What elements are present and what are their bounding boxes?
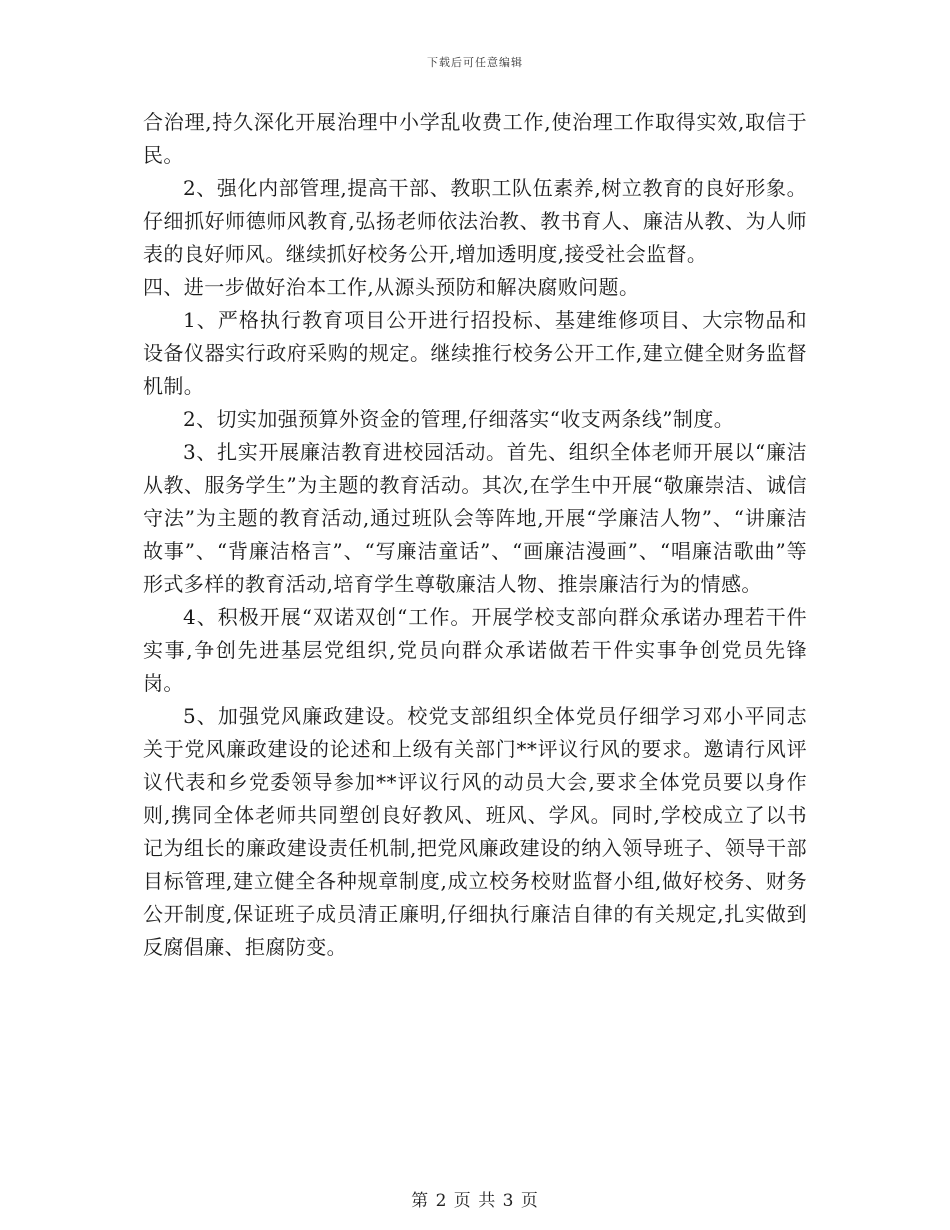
paragraph-item-3-education: 3、扎实开展廉洁教育进校园活动。首先、组织全体老师开展以“廉洁从教、服务学生”为主题的教育活动。其次,在学生中开展“敬廉崇洁、诚信守法”为主题的教育活动,通过班队会等阵地,开展“学廉洁人物”、“讲廉洁故事”、“背廉洁格言”、“写廉洁童话”、“画廉洁漫画”、“唱廉洁歌曲”等形式多样的教育活动,培育学生尊敬廉洁人物、推崇廉洁行为的情感。 [143, 440, 807, 596]
section-heading-four: 四、进一步做好治本工作,从源头预防和解决腐败问题。 [143, 275, 640, 299]
page-footer: 第 2 页 共 3 页 [411, 1191, 539, 1211]
document-body [143, 106, 807, 964]
page-header: 下载后可任意编辑 [427, 56, 523, 69]
paragraph-item-2-internal-management: 2、强化内部管理,提高干部、教职工队伍素养,树立教育的良好形象。仔细抓好师德师风教育,弘扬老师依法治教、教书育人、廉洁从教、为人师表的良好师风。继续抓好校务公开,增加透明度,接受社会监督。 [143, 176, 807, 266]
paragraph-item-5-party-building: 5、加强党风廉政建设。校党支部组织全体党员仔细学习邓小平同志关于党风廉政建设的论述和上级有关部门**评议行风的要求。邀请行风评议代表和乡党委领导参加**评议行风的动员大会,要求全体党员要以身作则,携同全体老师共同塑创良好教风、班风、学风。同时,学校成立了以书记为组长的廉政建设责任机制,把党风廉政建设的纳入领导班子、领导干部目标管理,建立健全各种规章制度,成立校务校财监督小组,做好校务、财务公开制度,保证班子成员清正廉明,仔细执行廉洁自律的有关规定,扎实做到反腐倡廉、拒腐防变。 [143, 704, 807, 959]
paragraph-item-4-promises: 4、积极开展“双诺双创“工作。开展学校支部向群众承诺办理若干件实事,争创先进基层党组织,党员向群众承诺做若干件实事争创党员先锋岗。 [143, 605, 807, 695]
paragraph-item-2-budget: 2、切实加强预算外资金的管理,仔细落实“收支两条线”制度。 [183, 407, 735, 431]
paragraph-item-1-bidding: 1、严格执行教育项目公开进行招投标、基建维修项目、大宗物品和设备仪器实行政府采购的规定。继续推行校务公开工作,建立健全财务监督机制。 [143, 308, 807, 398]
paragraph-continuation: 合治理,持久深化开展治理中小学乱收费工作,使治理工作取得实效,取信于民。 [143, 110, 807, 167]
